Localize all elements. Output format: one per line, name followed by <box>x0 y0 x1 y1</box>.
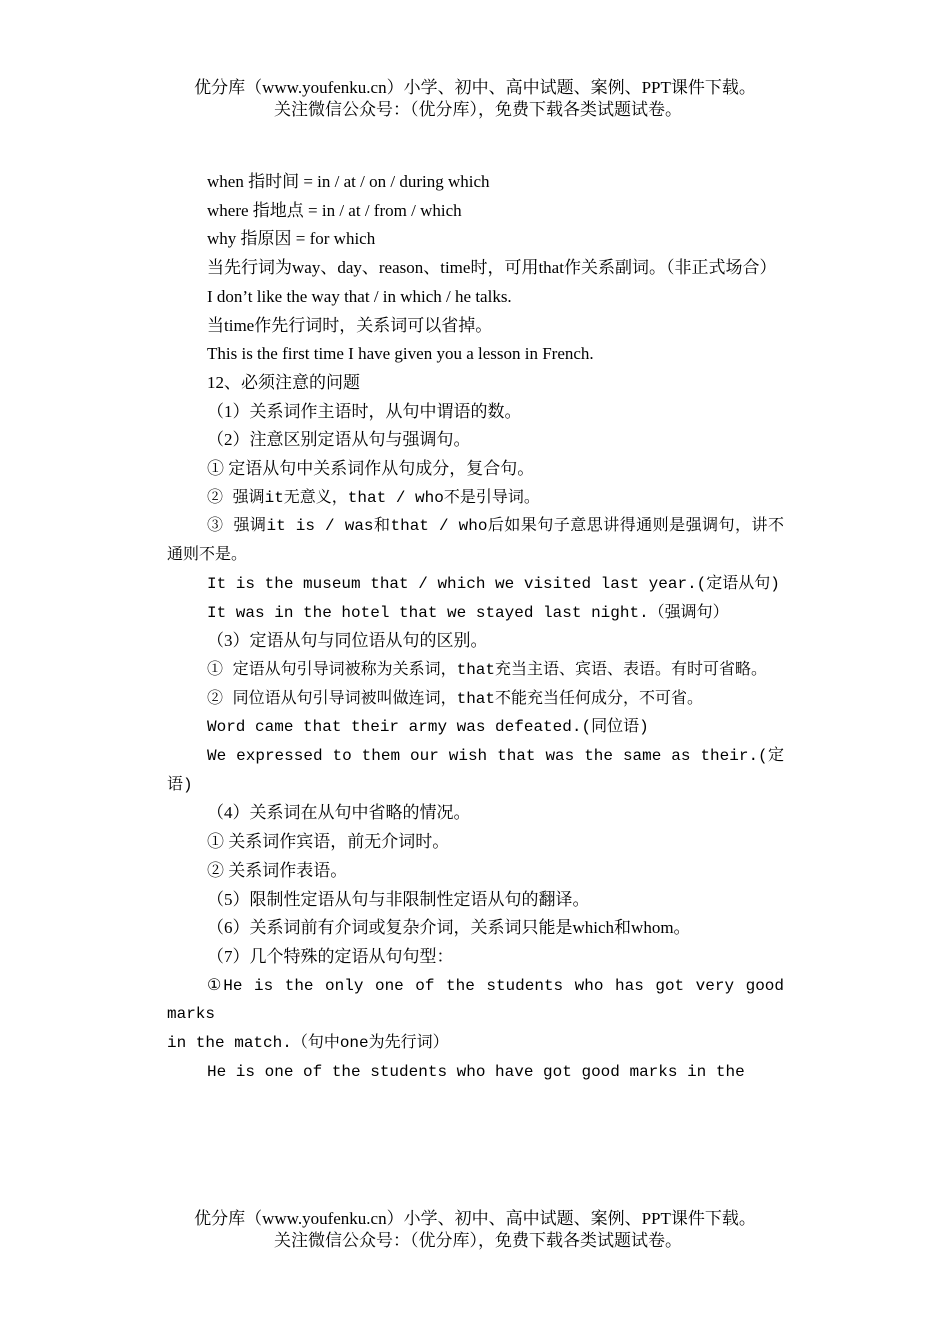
example-hotel: It was in the hotel that we stayed last night.（强调句） <box>207 603 729 622</box>
example-museum: It is the museum that / which we visited last year.(定语从句) <box>207 574 780 593</box>
item-2-point-1: ① 定语从句中关系词作从句成分，复合句。 <box>207 459 535 479</box>
item-6: （6）关系词前有介词或复杂介词，关系词只能是which和whom。 <box>207 918 691 938</box>
item-4-point-2: ② 关系词作表语。 <box>207 860 348 880</box>
example-only-one: ①He is the only one of the students who has got very good marks <box>167 976 784 1024</box>
line-that-adverb: 当先行词为way、day、reason、time时，可用that作关系副词。（非正式场合） <box>207 258 777 278</box>
item-1: （1）关系词作主语时，从句中谓语的数。 <box>207 401 522 421</box>
item-2-point-3: ③ 强调it is / was和that / who后如果句子意思讲得通则是强调句，讲不通则不是。 <box>167 517 784 565</box>
line-where: where 指地点 = in / at / from / which <box>207 200 462 220</box>
item-3-point-2: ② 同位语从句引导词被叫做连词，that不能充当任何成分，不可省。 <box>207 689 704 708</box>
item-5: （5）限制性定语从句与非限制性定语从句的翻译。 <box>207 889 590 909</box>
item-2: （2）注意区别定语从句与强调句。 <box>207 430 471 450</box>
item-3-point-1: ① 定语从句引导词被称为关系词，that充当主语、宾语、表语。有时可省略。 <box>207 660 768 679</box>
document-body <box>167 168 784 1087</box>
line-why: why 指原因 = for which <box>207 229 376 249</box>
example-way: I don’t like the way that / in which / he talks. <box>207 286 512 306</box>
line-time-omit: 当time作先行词时，关系词可以省掉。 <box>207 315 493 335</box>
page-header <box>0 77 950 121</box>
example-first-time: This is the first time I have given you a lesson in French. <box>207 344 594 364</box>
section-12-heading: 12、必须注意的问题 <box>207 372 360 392</box>
footer-line-1: 优分库（www.youfenku.cn）小学、初中、高中试题、案例、PPT课件下载。 <box>194 1209 756 1228</box>
example-word-came: Word came that their army was defeated.(同位语) <box>207 718 649 737</box>
item-4-point-1: ① 关系词作宾语，前无介词时。 <box>207 832 450 852</box>
example-one-of: He is one of the students who have got good marks in the <box>207 1062 745 1081</box>
line-when: when 指时间 = in / at / on / during which <box>207 172 490 191</box>
header-line-2: 关注微信公众号：（优分库），免费下载各类试题试卷。 <box>274 100 682 119</box>
page-footer <box>0 1208 950 1252</box>
footer-line-2: 关注微信公众号：（优分库），免费下载各类试题试卷。 <box>274 1231 682 1250</box>
item-7: （7）几个特殊的定语从句句型： <box>207 946 454 966</box>
item-4: （4）关系词在从句中省略的情况。 <box>207 803 471 823</box>
item-2-point-2: ② 强调it无意义，that / who不是引导词。 <box>207 488 540 507</box>
header-line-1: 优分库（www.youfenku.cn）小学、初中、高中试题、案例、PPT课件下载。 <box>194 78 756 97</box>
example-only-one-cont: in the match.（句中one为先行词） <box>167 1034 449 1053</box>
item-3: （3）定语从句与同位语从句的区别。 <box>207 631 488 651</box>
example-expressed: We expressed to them our wish that was the same as their.(定语) <box>167 747 785 794</box>
